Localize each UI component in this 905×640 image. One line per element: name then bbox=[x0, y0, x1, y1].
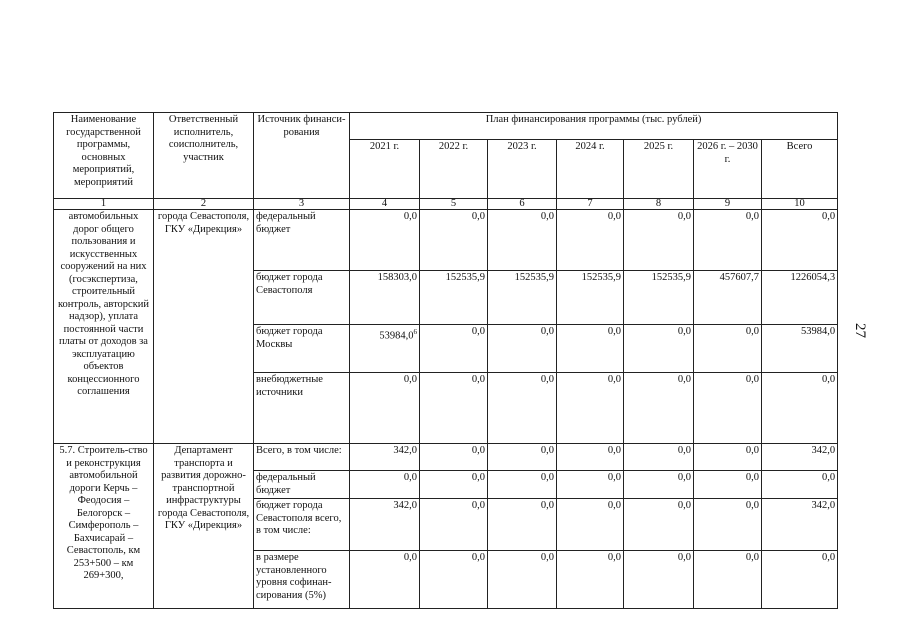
block1-value: 0,0 bbox=[420, 373, 488, 444]
col-number: 8 bbox=[624, 199, 694, 210]
block2-value: 0,0 bbox=[557, 551, 624, 609]
block1-source: бюджет города Севастополя bbox=[254, 271, 350, 325]
header-year-2022: 2022 г. bbox=[420, 140, 488, 199]
block1-value: 0,0 bbox=[350, 210, 420, 271]
block1-value: 457607,7 bbox=[694, 271, 762, 325]
block1-value: 0,0 bbox=[694, 325, 762, 373]
col-number: 3 bbox=[254, 199, 350, 210]
block1-value: 152535,9 bbox=[488, 271, 557, 325]
block1-value: 0,0 bbox=[488, 325, 557, 373]
block2-value: 0,0 bbox=[694, 551, 762, 609]
col-number: 10 bbox=[762, 199, 838, 210]
block2-value: 0,0 bbox=[420, 471, 488, 499]
header-year-2024: 2024 г. bbox=[557, 140, 624, 199]
block1-value: 0,0 bbox=[624, 325, 694, 373]
block2-value: 0,0 bbox=[420, 551, 488, 609]
block2-value: 0,0 bbox=[557, 471, 624, 499]
block1-value: 0,0 bbox=[694, 210, 762, 271]
block1-value: 0,0 bbox=[420, 325, 488, 373]
block1-value: 1226054,3 bbox=[762, 271, 838, 325]
header-total: Всего bbox=[762, 140, 838, 199]
block2-source: в размере установленного уровня софинан-сирования (5%) bbox=[254, 551, 350, 609]
block2-value: 0,0 bbox=[350, 471, 420, 499]
block2-source: Всего, в том числе: bbox=[254, 444, 350, 471]
block1-value: 0,0 bbox=[488, 373, 557, 444]
block1-value: 0,0 bbox=[557, 373, 624, 444]
block1-name: автомобильных дорог общего пользования и искусственных сооружений на них (госэкспертиза, строительный контроль, авторский надзор), уплата постоянной части платы от доходов за эксплуатацию объектов концессионного соглашения bbox=[54, 210, 154, 444]
block1-value: 0,0 bbox=[624, 373, 694, 444]
block2-value: 0,0 bbox=[488, 551, 557, 609]
block1-value: 152535,9 bbox=[557, 271, 624, 325]
col-number: 6 bbox=[488, 199, 557, 210]
block2-value: 0,0 bbox=[694, 499, 762, 551]
block1-value: 152535,9 bbox=[624, 271, 694, 325]
col-number: 9 bbox=[694, 199, 762, 210]
block2-value: 0,0 bbox=[624, 444, 694, 471]
block2-value: 0,0 bbox=[557, 444, 624, 471]
block1-value: 158303,0 bbox=[350, 271, 420, 325]
block1-value: 0,0 bbox=[624, 210, 694, 271]
financing-table bbox=[53, 112, 838, 609]
block2-value: 0,0 bbox=[624, 551, 694, 609]
header-source: Источник финанси-рования bbox=[254, 113, 350, 199]
block2-value: 0,0 bbox=[350, 551, 420, 609]
block2-value: 0,0 bbox=[557, 499, 624, 551]
block2-value: 0,0 bbox=[762, 471, 838, 499]
block2-value: 0,0 bbox=[420, 444, 488, 471]
block2-value: 0,0 bbox=[488, 499, 557, 551]
block2-value: 342,0 bbox=[350, 444, 420, 471]
block1-value: 53984,0 bbox=[379, 330, 414, 342]
header-plan-title: План финансирования программы (тыс. рублей) bbox=[350, 113, 838, 140]
block1-value: 0,0 bbox=[694, 373, 762, 444]
block2-source: бюджет города Севастополя всего, в том числе: bbox=[254, 499, 350, 551]
block2-value: 0,0 bbox=[488, 471, 557, 499]
header-executor: Ответственный исполнитель, соисполнитель, участник bbox=[154, 113, 254, 199]
block2-value: 0,0 bbox=[624, 471, 694, 499]
block1-value: 0,0 bbox=[762, 373, 838, 444]
block2-name: 5.7. Строитель-ство и реконструкция автомобильной дороги Керчь – Феодосия – Белогорск – Симферополь – Бахчисарай – Севастополь, км 253+500 – км 269+300, bbox=[54, 444, 154, 609]
header-year-2026-2030: 2026 г. – 2030 г. bbox=[694, 140, 762, 199]
header-year-2021: 2021 г. bbox=[350, 140, 420, 199]
block2-executor: Департамент транспорта и развития дорожно-транспортной инфраструктуры города Севастополя, ГКУ «Дирекция» bbox=[154, 444, 254, 609]
block2-value: 342,0 bbox=[762, 444, 838, 471]
col-number: 1 bbox=[54, 199, 154, 210]
block2-value: 0,0 bbox=[624, 499, 694, 551]
col-number: 4 bbox=[350, 199, 420, 210]
block2-value: 0,0 bbox=[762, 551, 838, 609]
block2-value: 0,0 bbox=[420, 499, 488, 551]
block1-source: внебюджетные источники bbox=[254, 373, 350, 444]
block1-value: 0,0 bbox=[557, 325, 624, 373]
block1-value: 0,0 bbox=[350, 373, 420, 444]
block1-source: федеральный бюджет bbox=[254, 210, 350, 271]
page-number: 27 bbox=[852, 323, 868, 338]
block2-value: 0,0 bbox=[694, 444, 762, 471]
block1-value: 53984,0 bbox=[762, 325, 838, 373]
col-number: 2 bbox=[154, 199, 254, 210]
header-year-2023: 2023 г. bbox=[488, 140, 557, 199]
header-name: Наименование государственной программы, основных мероприятий, мероприятий bbox=[54, 113, 154, 199]
block2-value: 342,0 bbox=[762, 499, 838, 551]
block1-value: 152535,9 bbox=[420, 271, 488, 325]
col-number: 5 bbox=[420, 199, 488, 210]
block1-executor: города Севастополя, ГКУ «Дирекция» bbox=[154, 210, 254, 444]
block2-value: 0,0 bbox=[488, 444, 557, 471]
block1-value: 0,0 bbox=[557, 210, 624, 271]
block2-value: 342,0 bbox=[350, 499, 420, 551]
block1-source: бюджет города Москвы bbox=[254, 325, 350, 373]
header-year-2025: 2025 г. bbox=[624, 140, 694, 199]
block2-value: 0,0 bbox=[694, 471, 762, 499]
block1-value: 0,0 bbox=[488, 210, 557, 271]
col-number: 7 bbox=[557, 199, 624, 210]
block2-source: федеральный бюджет bbox=[254, 471, 350, 499]
footnote-marker: 6 bbox=[413, 328, 417, 336]
block1-value: 0,0 bbox=[762, 210, 838, 271]
block1-value-2021-moscow bbox=[350, 325, 420, 373]
block1-value: 0,0 bbox=[420, 210, 488, 271]
